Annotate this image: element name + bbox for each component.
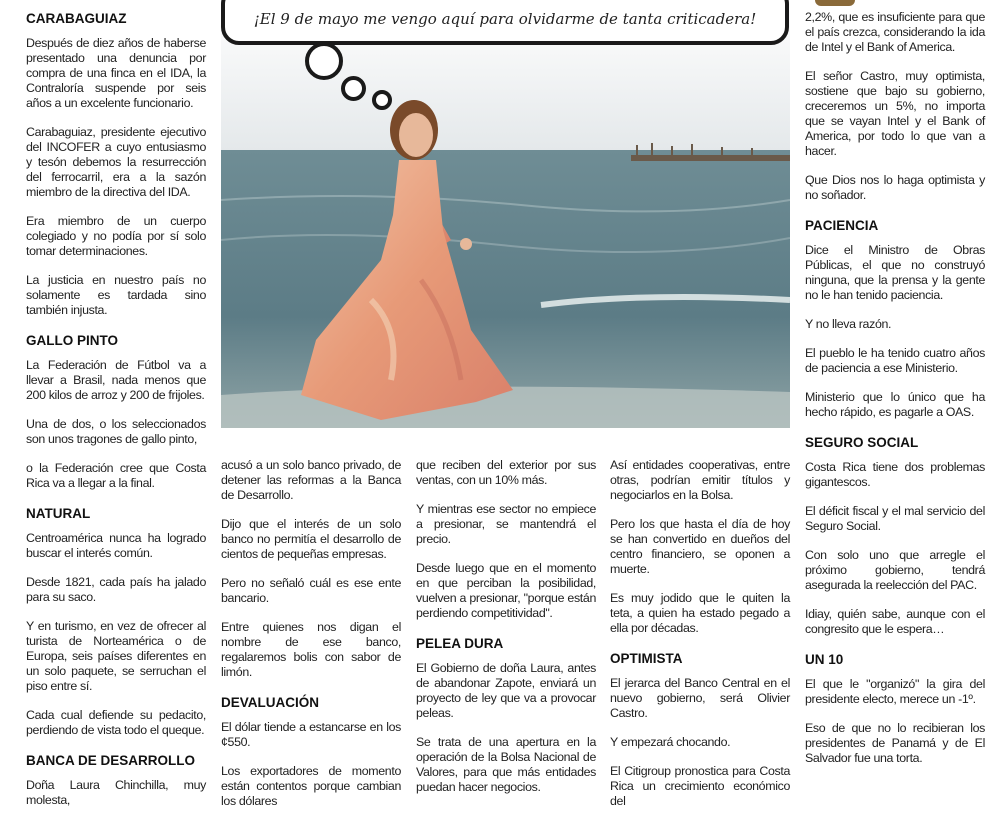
heading-pelea-dura: PELEA DURA (416, 636, 504, 651)
heading-paciencia: PACIENCIA (805, 218, 879, 233)
heading-natural: NATURAL (26, 506, 91, 521)
column-2 (221, 458, 401, 823)
paragraph: Dijo que el interés de un solo banco no permitía el desarrollo de cientos de pequeñas empresas. (221, 517, 401, 561)
paragraph: El Gobierno de doña Laura, antes de abandonar Zapote, enviará un proyecto de ley que va a provocar peleas. (416, 661, 596, 720)
thought-bubble-dot-small (372, 90, 392, 110)
paragraph: El jerarca del Banco Central en el nuevo gobierno, será Olivier Castro. (610, 676, 790, 720)
heading-optimista: OPTIMISTA (610, 651, 683, 666)
paragraph: Y no lleva razón. (805, 317, 892, 331)
heading-carabaguiaz: CARABAGUIAZ (26, 11, 127, 26)
paragraph: Entre quienes nos digan el nombre de ese banco, regalaremos bolis con sabor de limón. (221, 620, 401, 679)
paragraph: acusó a un solo banco privado, de detener las reformas a la Banca de Desarrollo. (221, 458, 401, 502)
column-4 (610, 458, 790, 823)
column-5 (805, 10, 985, 780)
paragraph: Una de dos, o los seleccionados son unos tragones de gallo pinto, (26, 417, 206, 446)
paragraph: Era miembro de un cuerpo colegiado y no podía por sí solo tomar determinaciones. (26, 214, 206, 258)
paragraph: 2,2%, que es insuficiente para que el país crezca, considerando la ida de Intel y el Bank of America. (805, 10, 985, 54)
paragraph: Centroamérica nunca ha logrado buscar el interés común. (26, 531, 206, 560)
paragraph: El pueblo le ha tenido cuatro años de paciencia a ese Ministerio. (805, 346, 985, 375)
heading-banca-de-desarrollo: BANCA DE DESARROLLO (26, 753, 196, 768)
paragraph: Y mientras ese sector no empiece a presionar, se mantendrá el precio. (416, 502, 596, 546)
paragraph: Ministerio que lo único que ha hecho rápido, es pagarle a OAS. (805, 390, 985, 419)
paragraph: Así entidades cooperativas, entre otras, podrían emitir títulos y negociarlos en la Bolsa. (610, 458, 790, 502)
paragraph: Costa Rica tiene dos problemas gigantescos. (805, 460, 985, 489)
paragraph: La justicia en nuestro país no solamente es tardada sino también injusta. (26, 273, 206, 317)
column-3 (416, 458, 596, 809)
coin-graphic (815, 0, 855, 6)
heading-seguro-social: SEGURO SOCIAL (805, 435, 919, 450)
paragraph: Desde luego que en el momento en que perciban la posibilidad, vuelven a presionar, "porque están perdiendo competitividad". (416, 561, 596, 620)
column-1 (26, 10, 206, 822)
paragraph: Cada cual defiende su pedacito, perdiendo de vista todo el queque. (26, 708, 206, 737)
paragraph: Pero no señaló cuál es ese ente bancario. (221, 576, 401, 605)
paragraph: Los exportadores de momento están contentos porque cambian los dólares (221, 764, 401, 808)
paragraph: o la Federación cree que Costa Rica va a llegar a la final. (26, 461, 206, 490)
paragraph: Y en turismo, en vez de ofrecer al turista de Norteamérica o de Europa, seis países diferentes en un solo paquete, se serruchan el piso entre sí. (26, 619, 206, 693)
paragraph: que reciben del exterior por sus ventas, con un 10% más. (416, 458, 596, 487)
paragraph: Y empezará chocando. (610, 735, 731, 749)
heading-devaluacion: DEVALUACIÓN (221, 695, 320, 710)
paragraph: El déficit fiscal y el mal servicio del Seguro Social. (805, 504, 985, 533)
paragraph: Después de diez años de haberse presentado una denuncia por compra de una finca en el IDA, la Contraloría suspende por seis años a un excelente funcionario. (26, 36, 206, 110)
paragraph: El dólar tiende a estancarse en los ¢550. (221, 720, 401, 749)
thought-bubble (221, 0, 789, 45)
paragraph: Eso de que no lo recibieran los presidentes de Panamá y de El Salvador fue una torta. (805, 721, 985, 765)
thought-bubble-text: ¡El 9 de mayo me vengo aquí para olvidarme de tanta criticadera! (253, 10, 757, 28)
heading-gallo-pinto: GALLO PINTO (26, 333, 119, 348)
paragraph: Que Dios nos lo haga optimista y no soñador. (805, 173, 985, 202)
thought-bubble-dot-medium (341, 76, 366, 101)
paragraph: El que le "organizó" la gira del presidente electo, merece un -1º. (805, 677, 985, 706)
paragraph: Doña Laura Chinchilla, muy molesta, (26, 778, 206, 807)
paragraph: Idiay, quién sabe, aunque con el congresito que le espera… (805, 607, 985, 636)
paragraph: El señor Castro, muy optimista, sostiene que bajo su gobierno, creceremos un 5%, no importa que se vayan Intel y el Bank of America, por todo lo que van a hacer. (805, 69, 985, 158)
paragraph: Carabaguiaz, presidente ejecutivo del INCOFER a cuyo entusiasmo y tesón debemos la resurrección del ferrocarril, era a la sazón miembro de la directiva del IDA. (26, 125, 206, 199)
paragraph: El Citigroup pronostica para Costa Rica un crecimiento económico del (610, 764, 790, 808)
paragraph: Es muy jodido que le quiten la teta, a quien ha estado pegado a ella por décadas. (610, 591, 790, 635)
paragraph: Se trata de una apertura en la operación de la Bolsa Nacional de Valores, para que más entidades puedan hacer negocios. (416, 735, 596, 794)
paragraph: Con solo uno que arregle el próximo gobierno, tendrá asegurada la reelección del PAC. (805, 548, 985, 592)
heading-un-10: UN 10 (805, 652, 844, 667)
paragraph: La Federación de Fútbol va a llevar a Brasil, nada menos que 200 kilos de arroz y 200 de frijoles. (26, 358, 206, 402)
paragraph: Desde 1821, cada país ha jalado para su saco. (26, 575, 206, 604)
thought-bubble-dot-large (305, 42, 343, 80)
paragraph: Dice el Ministro de Obras Públicas, el que no construyó ninguna, que la prensa y la gente no le han tenido paciencia. (805, 243, 985, 302)
paragraph: Pero los que hasta el día de hoy se han convertido en dueños del centro financiero, se oponen a muerte. (610, 517, 790, 576)
